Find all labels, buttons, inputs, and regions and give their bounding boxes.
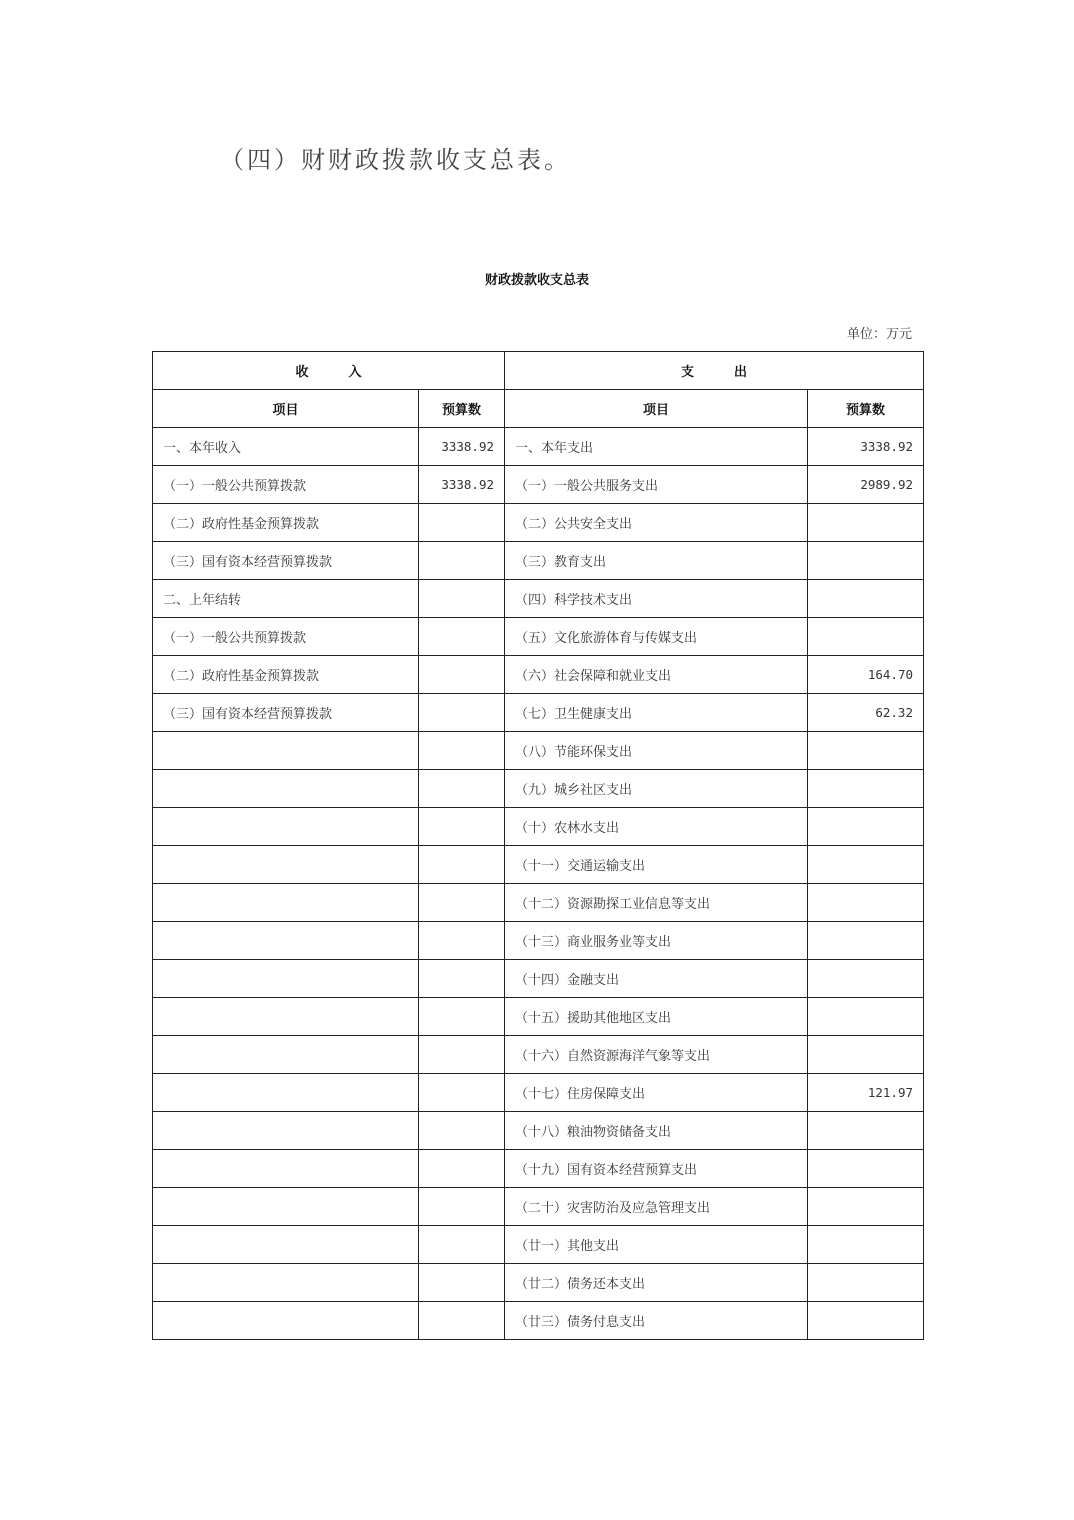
income-amount-cell [419,1226,505,1264]
expense-item-cell: （十五）援助其他地区支出 [505,998,808,1036]
income-item-cell: （一）一般公共预算拨款 [153,466,419,504]
table-row [153,884,924,922]
table-row [153,504,924,542]
income-item-cell [153,808,419,846]
table-row [153,922,924,960]
expense-item-cell: （十三）商业服务业等支出 [505,922,808,960]
table-row [153,580,924,618]
expense-item-cell: （七）卫生健康支出 [505,694,808,732]
expense-amount-cell [808,580,924,618]
income-item-cell [153,1150,419,1188]
income-item-cell [153,846,419,884]
income-amount-cell [419,732,505,770]
expense-amount-cell [808,1036,924,1074]
table-row [153,732,924,770]
expense-amount-cell [808,1264,924,1302]
expense-item-cell: （十四）金融支出 [505,960,808,998]
expense-amount-cell [808,922,924,960]
income-amount-cell [419,1112,505,1150]
table-row [153,618,924,656]
expense-item-header: 项目 [505,390,808,428]
table-row [153,542,924,580]
table-row [153,1150,924,1188]
expense-amount-cell [808,884,924,922]
income-item-cell [153,732,419,770]
expense-amount-cell [808,770,924,808]
table-row [153,846,924,884]
income-amount-cell [419,1302,505,1340]
expense-item-cell: （十九）国有资本经营预算支出 [505,1150,808,1188]
expense-amount-cell [808,846,924,884]
expense-amount-cell [808,504,924,542]
income-group-char-1: 收 [295,365,309,380]
income-amount-cell [419,998,505,1036]
income-item-cell [153,1112,419,1150]
income-amount-cell [419,846,505,884]
expense-item-cell: （十八）粮油物资储备支出 [505,1112,808,1150]
expense-amount-cell [808,1302,924,1340]
table-row [153,960,924,998]
income-amount-cell [419,1188,505,1226]
expense-amount-cell: 3338.92 [808,428,924,466]
income-amount-cell [419,1264,505,1302]
income-amount-cell [419,770,505,808]
income-item-cell [153,1074,419,1112]
income-item-cell: 二、上年结转 [153,580,419,618]
expense-item-cell: （四）科学技术支出 [505,580,808,618]
expense-amount-cell [808,618,924,656]
table-title: 财政拨款收支总表 [484,273,589,288]
expense-item-cell: （八）节能环保支出 [505,732,808,770]
income-item-cell [153,998,419,1036]
table-row [153,1074,924,1112]
expense-item-cell: （十二）资源勘探工业信息等支出 [505,884,808,922]
income-item-cell: （三）国有资本经营预算拨款 [153,694,419,732]
income-amount-cell [419,1150,505,1188]
income-item-cell: （一）一般公共预算拨款 [153,618,419,656]
table-row [153,808,924,846]
expense-item-cell: （一）一般公共服务支出 [505,466,808,504]
income-item-cell [153,1036,419,1074]
expense-amount-cell: 62.32 [808,694,924,732]
income-item-cell [153,884,419,922]
income-item-cell [153,960,419,998]
income-amount-cell [419,580,505,618]
expense-item-cell: （三）教育支出 [505,542,808,580]
income-amount-cell [419,656,505,694]
expense-amount-cell [808,542,924,580]
table-row [153,1112,924,1150]
expense-amount-cell: 121.97 [808,1074,924,1112]
income-amount-cell [419,618,505,656]
expense-amount-cell [808,960,924,998]
table-row [153,1036,924,1074]
expense-item-cell: （廿一）其他支出 [505,1226,808,1264]
expense-amount-cell [808,732,924,770]
expense-amount-cell [808,1150,924,1188]
income-item-cell: （二）政府性基金预算拨款 [153,504,419,542]
expense-amount-cell [808,1112,924,1150]
table-row [153,1302,924,1340]
column-header-row [153,390,924,428]
income-item-cell: （二）政府性基金预算拨款 [153,656,419,694]
expense-item-cell: （二）公共安全支出 [505,504,808,542]
expense-item-cell: （二十）灾害防治及应急管理支出 [505,1188,808,1226]
expense-group-char-2: 出 [734,365,748,380]
table-row [153,694,924,732]
group-header-row [153,352,924,390]
fiscal-appropriation-summary-table [152,351,924,1340]
expense-amount-cell [808,808,924,846]
expense-item-cell: （五）文化旅游体育与传媒支出 [505,618,808,656]
income-amount-cell [419,1074,505,1112]
expense-item-cell: （十一）交通运输支出 [505,846,808,884]
expense-item-cell: （六）社会保障和就业支出 [505,656,808,694]
expense-group-char-1: 支 [680,365,694,380]
unit-label: 单位：万元 [846,327,912,342]
income-amount-cell [419,884,505,922]
income-amount-cell [419,1036,505,1074]
table-row [153,656,924,694]
income-item-header: 项目 [153,390,419,428]
table-row [153,1264,924,1302]
income-item-cell [153,1188,419,1226]
table-row [153,466,924,504]
income-group-header [153,352,505,390]
income-amount-cell [419,922,505,960]
expense-item-cell: （廿三）债务付息支出 [505,1302,808,1340]
income-amount-cell [419,694,505,732]
expense-item-cell: （十六）自然资源海洋气象等支出 [505,1036,808,1074]
table-body [153,428,924,1340]
income-amount-cell: 3338.92 [419,466,505,504]
expense-item-cell: （廿二）债务还本支出 [505,1264,808,1302]
table-row [153,428,924,466]
table-row [153,770,924,808]
expense-amount-header: 预算数 [808,390,924,428]
income-item-cell [153,922,419,960]
income-item-cell [153,1226,419,1264]
table-row [153,1188,924,1226]
table-row [153,1226,924,1264]
expense-amount-cell [808,1226,924,1264]
income-item-cell: 一、本年收入 [153,428,419,466]
table-row [153,998,924,1036]
expense-item-cell: 一、本年支出 [505,428,808,466]
expense-item-cell: （十七）住房保障支出 [505,1074,808,1112]
income-amount-cell [419,808,505,846]
expense-item-cell: （九）城乡社区支出 [505,770,808,808]
section-heading: （四）财财政拨款收支总表。 [220,146,571,174]
income-amount-cell [419,960,505,998]
income-amount-header: 预算数 [419,390,505,428]
income-amount-cell [419,542,505,580]
income-group-char-2: 入 [348,365,362,380]
income-item-cell [153,770,419,808]
expense-amount-cell: 2989.92 [808,466,924,504]
expense-group-header [505,352,924,390]
income-item-cell [153,1264,419,1302]
income-amount-cell [419,504,505,542]
income-item-cell: （三）国有资本经营预算拨款 [153,542,419,580]
expense-item-cell: （十）农林水支出 [505,808,808,846]
expense-amount-cell: 164.70 [808,656,924,694]
expense-amount-cell [808,1188,924,1226]
income-amount-cell: 3338.92 [419,428,505,466]
income-item-cell [153,1302,419,1340]
expense-amount-cell [808,998,924,1036]
